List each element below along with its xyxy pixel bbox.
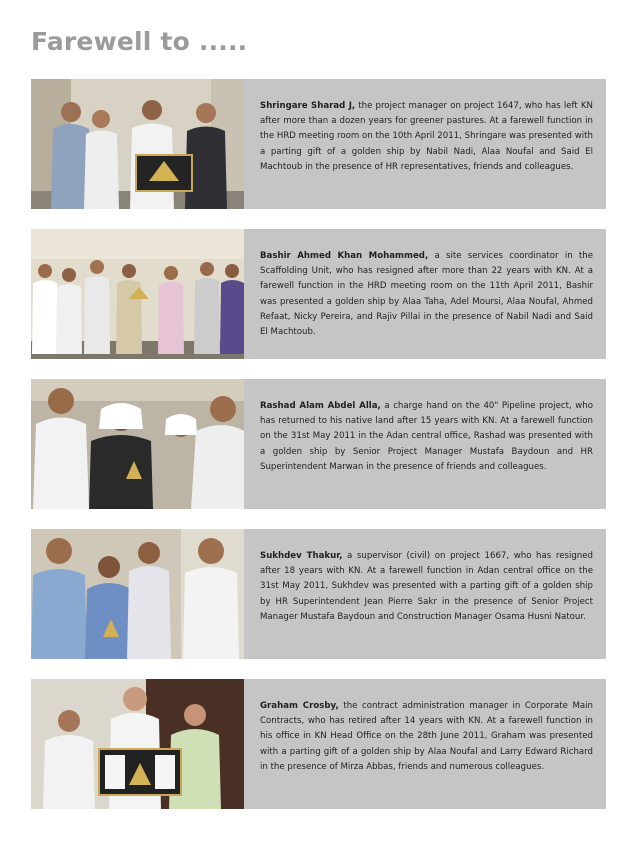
farewell-entry: [31, 379, 606, 509]
honoree-name: Graham Crosby,: [260, 701, 339, 711]
farewell-text: [260, 249, 593, 340]
farewell-photo: [31, 529, 244, 659]
farewell-photo: [31, 379, 244, 509]
farewell-description: a supervisor (civil) on project 1667, who has resigned after 18 years with KN. At a farewell function in Adan central office on the 31st May 2011, Sukhdev was presented with a parting gift of a golden ship by HR Superintendent Jean Pierre Sakr in the presence of Senior Project Manager Mustafa Baydoun and Construction Manager Osama Husni Natour.: [260, 551, 593, 622]
farewell-entry: [31, 529, 606, 659]
farewell-description: a charge hand on the 40" Pipeline project, who has returned to his native land after 15 years with KN. At a farewell function on the 31st May 2011 in the Adan central office, Rashad was presented with a golden ship by Senior Project Manager Mustafa Baydoun and HR Superintendent Marwan in the presence of friends and colleagues.: [260, 401, 593, 472]
farewell-entry: [31, 229, 606, 359]
farewell-photo: [31, 229, 244, 359]
honoree-name: Rashad Alam Abdel Alla,: [260, 401, 381, 411]
honoree-name: Shringare Sharad J,: [260, 101, 356, 111]
farewell-text: [260, 699, 593, 775]
farewell-photo: [31, 679, 244, 809]
farewell-text: [260, 549, 593, 625]
farewell-entry: [31, 679, 606, 809]
page-title: Farewell to .....: [31, 27, 248, 56]
farewell-description: the contract administration manager in Corporate Main Contracts, who has retired after 14 years with KN. At a farewell function in his office in KN Head Office on the 28th June 2011, Graham was presented with a parting gift of a golden ship by Alaa Noufal and Larry Edward Richard in the presence of Mirza Abbas, friends and numerous colleagues.: [260, 701, 593, 772]
farewell-photo: [31, 79, 244, 209]
farewell-description: the project manager on project 1647, who has left KN after more than a dozen years for greener pastures. At a farewell function in the HRD meeting room on the 10th April 2011, Shringare was presented with a parting gift of a golden ship by Nabil Nadi, Alaa Noufal and Said El Machtoub in the presence of HR representatives, friends and colleagues.: [260, 101, 593, 172]
honoree-name: Bashir Ahmed Khan Mohammed,: [260, 251, 429, 261]
honoree-name: Sukhdev Thakur,: [260, 551, 343, 561]
farewell-entry: [31, 79, 606, 209]
farewell-description: a site services coordinator in the Scaffolding Unit, who has resigned after more than 22 years with KN. At a farewell function in the HRD meeting room on the 11th April 2011, Bashir was presented a golden ship by Alaa Taha, Adel Moursi, Alaa Noufal, Ahmed Refaat, Nicky Pereira, and Rajiv Pillai in the presence of Nabil Nadi and Said El Machtoub.: [260, 251, 594, 338]
farewell-text: [260, 399, 593, 475]
farewell-text: [260, 99, 593, 175]
